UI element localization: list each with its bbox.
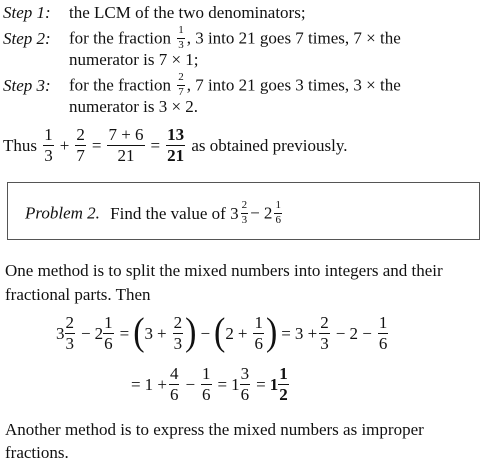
step2-label: Step 2: — [3, 29, 51, 48]
eq1-left-paren-1: ( — [133, 311, 145, 355]
eq1-whole-2: 2 — [94, 323, 104, 343]
eq2-n2: 1 — [202, 364, 211, 383]
eq1-in2-num: 1 — [254, 313, 263, 332]
eq1-inner1-frac — [173, 314, 184, 353]
eq1-right-paren-2: ) — [265, 311, 278, 355]
eq2-frac-1 — [169, 365, 180, 404]
eq1-tail-a: 3 + — [294, 323, 318, 343]
thus-equals-2: = — [150, 135, 161, 155]
step3-fraction — [177, 72, 185, 98]
eq2-n1: 4 — [169, 364, 179, 383]
eq1-tail-b: − 2 − — [335, 323, 372, 343]
eq2-equals-1: = — [131, 374, 141, 394]
eq2-equals-2: = — [217, 374, 228, 394]
problem-text: Find the value of 3 — [110, 203, 239, 223]
eq1-minus-2: − — [200, 323, 211, 343]
eq1-b-den: 6 — [104, 333, 113, 353]
eq1-in1-num: 2 — [173, 313, 183, 332]
eq2-whole: 1 — [231, 374, 240, 394]
problem-m1-den: 3 — [241, 213, 248, 226]
eq1-t1-den: 3 — [320, 333, 329, 353]
step2-line2: numerator is 7 × 1; — [69, 50, 199, 69]
eq2-frac-2 — [201, 365, 212, 404]
eq2-answer-den: 2 — [279, 384, 288, 404]
eq1-inner2-plus: + — [237, 323, 248, 343]
eq1-b-num: 1 — [104, 313, 113, 332]
eq2-minus: − — [185, 374, 196, 394]
eq1-inner1-whole: 3 — [144, 323, 154, 343]
step3-line1 — [69, 72, 401, 98]
eq2-equals-3: = — [256, 374, 266, 394]
eq1-equals-1: = — [119, 323, 130, 343]
thus-frac-3 — [107, 126, 144, 165]
step3-post: , 7 into 21 goes 3 times, 3 × the — [186, 75, 401, 95]
equation-line-1 — [56, 311, 390, 355]
thus-f1-num: 1 — [44, 125, 53, 144]
problem-minus: − 2 — [250, 203, 273, 223]
eq1-frac-a — [65, 314, 76, 353]
eq2-one-plus: 1 + — [144, 374, 167, 394]
method2-line1: Another method is to express the mixed numbers as improper — [5, 420, 424, 439]
eq1-equals-2: = — [281, 323, 291, 343]
eq1-tail-frac-2 — [378, 314, 389, 353]
eq1-a-num: 2 — [65, 313, 74, 332]
step2-frac-den: 3 — [178, 38, 184, 51]
eq1-tail-frac-1 — [319, 314, 330, 353]
eq1-t2-den: 6 — [378, 333, 388, 353]
eq2-n3: 3 — [240, 364, 250, 383]
step3-frac-den: 7 — [178, 85, 184, 98]
eq1-t2-num: 1 — [378, 313, 388, 332]
thus-f2-den: 7 — [76, 145, 85, 165]
thus-f3-num: 7 + 6 — [108, 125, 144, 144]
eq2-d2: 6 — [202, 384, 211, 404]
eq1-frac-b — [103, 314, 114, 353]
step2-post: , 3 into 21 goes 7 times, 7 × the — [186, 28, 401, 48]
step3-line2: numerator is 3 × 2. — [69, 97, 199, 116]
eq1-inner2-whole: 2 — [225, 323, 234, 343]
step2-frac-num: 1 — [178, 24, 184, 36]
step2-line1 — [69, 25, 401, 51]
eq1-inner2-frac — [253, 314, 264, 353]
thus-f2-num: 2 — [76, 125, 85, 144]
eq1-left-paren-2: ( — [214, 311, 226, 355]
step3-pre: for the fraction — [69, 75, 171, 95]
step2-fraction — [177, 25, 185, 51]
problem-m2-num: 1 — [275, 199, 281, 211]
thus-f4-den: 21 — [167, 145, 185, 165]
method1-line2: fractional parts. Then — [5, 285, 151, 304]
step1-label: Step 1: — [3, 3, 51, 22]
eq1-in2-den: 6 — [254, 333, 263, 353]
eq2-d3: 6 — [240, 384, 250, 404]
thus-equation — [3, 126, 348, 165]
eq1-in1-den: 3 — [173, 333, 183, 353]
eq1-inner1-plus: + — [157, 323, 167, 343]
step1-text: the LCM of the two denominators; — [69, 3, 306, 22]
problem-statement — [25, 200, 284, 226]
thus-f1-den: 3 — [44, 145, 53, 165]
method2-line2: fractions. — [5, 443, 69, 462]
eq2-answer-num: 1 — [279, 364, 288, 383]
step3-frac-num: 2 — [178, 71, 184, 83]
eq1-minus-1: − — [81, 323, 91, 343]
problem-label: Problem 2. — [25, 203, 100, 223]
eq2-answer-frac — [278, 365, 289, 404]
problem-m2-den: 6 — [275, 213, 281, 226]
eq2-answer-whole: 1 — [269, 374, 279, 394]
thus-f4-num: 13 — [167, 125, 185, 144]
thus-frac-2 — [75, 126, 86, 165]
thus-frac-4 — [166, 126, 185, 165]
problem-mixed-1-frac — [241, 200, 249, 226]
thus-frac-1 — [43, 126, 54, 165]
eq2-d1: 6 — [169, 384, 179, 404]
step3-label: Step 3: — [3, 76, 51, 95]
thus-word: Thus — [3, 135, 37, 155]
thus-f3-den: 21 — [117, 145, 135, 165]
eq1-whole-1: 3 — [56, 323, 65, 343]
eq1-t1-num: 2 — [320, 313, 329, 332]
eq1-a-den: 3 — [65, 333, 74, 353]
equation-line-2 — [131, 365, 291, 404]
method1-line1: One method is to split the mixed numbers into integers and their — [5, 261, 443, 280]
eq2-frac-3 — [240, 365, 251, 404]
thus-plus: + — [59, 135, 70, 155]
thus-equals-1: = — [91, 135, 102, 155]
problem-mixed-2-frac — [274, 200, 282, 226]
eq1-right-paren-1: ) — [185, 311, 197, 355]
thus-tail: as obtained previously. — [191, 135, 348, 155]
problem-m1-num: 2 — [241, 199, 248, 211]
step2-pre: for the fraction — [69, 28, 171, 48]
